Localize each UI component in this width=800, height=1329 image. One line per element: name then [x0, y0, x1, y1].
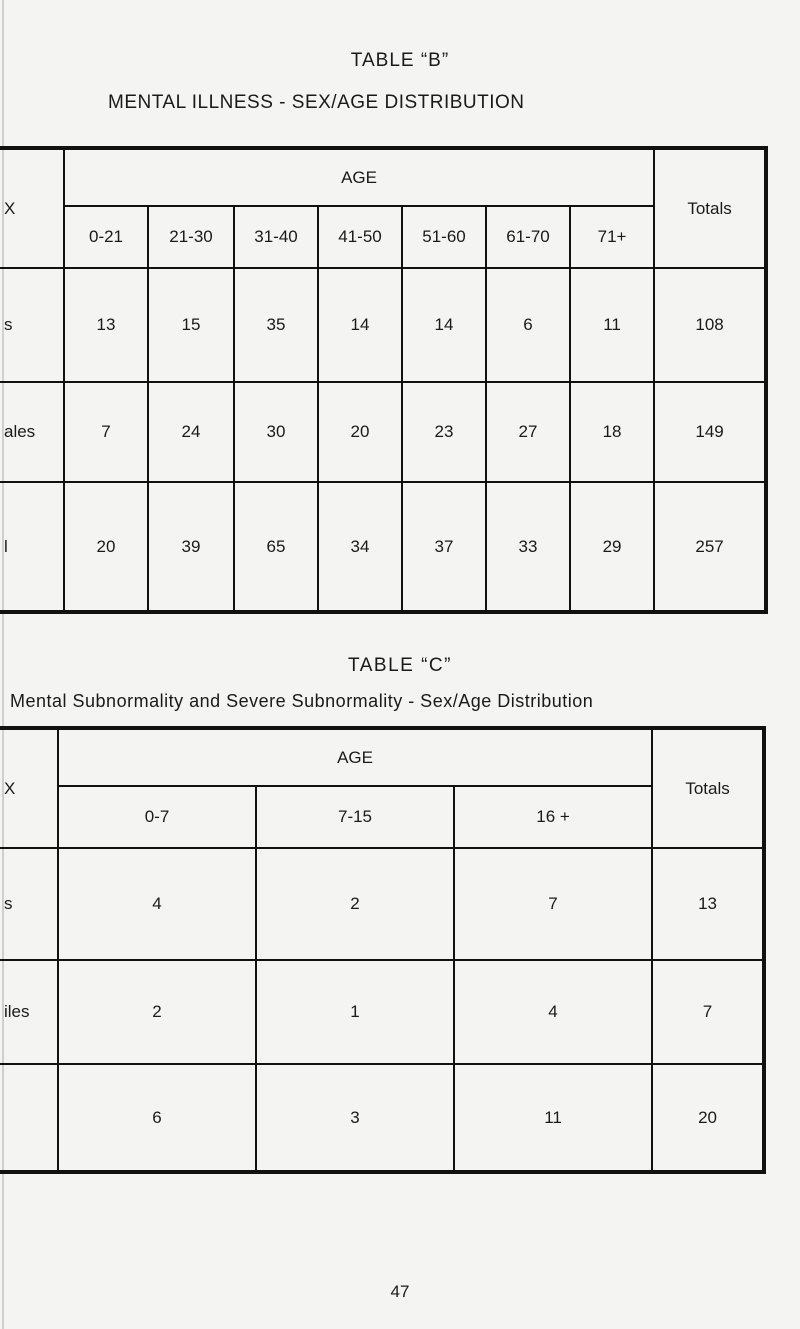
- table-cell: 23: [402, 382, 486, 482]
- table-row: [0, 960, 764, 1064]
- row-label: ales: [0, 382, 64, 482]
- table-cell: 20: [318, 382, 402, 482]
- table-b-age-header: AGE: [64, 148, 654, 206]
- table-c-age-group: 16 +: [454, 786, 652, 848]
- table-cell: 1: [256, 960, 454, 1064]
- table-b-age-group: 21-30: [148, 206, 234, 268]
- table-cell: 11: [454, 1064, 652, 1172]
- table-cell: 6: [58, 1064, 256, 1172]
- table-c-title: TABLE “C”: [348, 655, 452, 676]
- table-row: [0, 268, 766, 382]
- table-c-totals-header: Totals: [652, 728, 764, 848]
- table-b-age-group: 31-40: [234, 206, 318, 268]
- row-total: 20: [652, 1064, 764, 1172]
- table-cell: 37: [402, 482, 486, 612]
- table-cell: 6: [486, 268, 570, 382]
- row-total: 108: [654, 268, 766, 382]
- table-c-corner-label: X: [0, 728, 58, 848]
- table-row: [0, 382, 766, 482]
- table-c-age-header: AGE: [58, 728, 652, 786]
- table-cell: 39: [148, 482, 234, 612]
- table-cell: 11: [570, 268, 654, 382]
- table-b-age-group: 41-50: [318, 206, 402, 268]
- row-total: 149: [654, 382, 766, 482]
- table-cell: 24: [148, 382, 234, 482]
- row-label: s: [0, 268, 64, 382]
- row-label: l: [0, 482, 64, 612]
- table-cell: 20: [64, 482, 148, 612]
- table-b-age-group: 51-60: [402, 206, 486, 268]
- row-label: s: [0, 848, 58, 960]
- table-cell: 33: [486, 482, 570, 612]
- table-cell: 13: [64, 268, 148, 382]
- table-cell: 14: [402, 268, 486, 382]
- table-b-age-group: 0-21: [64, 206, 148, 268]
- table-cell: 35: [234, 268, 318, 382]
- table-b: [0, 146, 768, 614]
- table-b-corner-label: X: [0, 148, 64, 268]
- row-total: 13: [652, 848, 764, 960]
- table-row: [0, 482, 766, 612]
- table-cell: 27: [486, 382, 570, 482]
- table-cell: 65: [234, 482, 318, 612]
- table-c-subtitle: Mental Subnormality and Severe Subnormality - Sex/Age Distribution: [10, 691, 594, 711]
- table-cell: 4: [58, 848, 256, 960]
- row-label: [0, 1064, 58, 1172]
- table-cell: 15: [148, 268, 234, 382]
- table-c: [0, 726, 766, 1174]
- table-cell: 30: [234, 382, 318, 482]
- table-cell: 7: [64, 382, 148, 482]
- page-number: 47: [390, 1282, 410, 1301]
- table-cell: 29: [570, 482, 654, 612]
- table-cell: 7: [454, 848, 652, 960]
- table-cell: 4: [454, 960, 652, 1064]
- table-b-subtitle: MENTAL ILLNESS - SEX/AGE DISTRIBUTION: [108, 92, 525, 113]
- table-b-age-group: 71+: [570, 206, 654, 268]
- table-cell: 18: [570, 382, 654, 482]
- table-c-age-group: 7-15: [256, 786, 454, 848]
- table-cell: 34: [318, 482, 402, 612]
- table-b-age-group: 61-70: [486, 206, 570, 268]
- table-cell: 3: [256, 1064, 454, 1172]
- table-cell: 2: [256, 848, 454, 960]
- table-c-age-group: 0-7: [58, 786, 256, 848]
- table-row: [0, 848, 764, 960]
- row-label: iles: [0, 960, 58, 1064]
- table-cell: 14: [318, 268, 402, 382]
- table-b-title: TABLE “B”: [350, 50, 450, 71]
- row-total: 257: [654, 482, 766, 612]
- table-b-totals-header: Totals: [654, 148, 766, 268]
- table-row: [0, 1064, 764, 1172]
- row-total: 7: [652, 960, 764, 1064]
- table-cell: 2: [58, 960, 256, 1064]
